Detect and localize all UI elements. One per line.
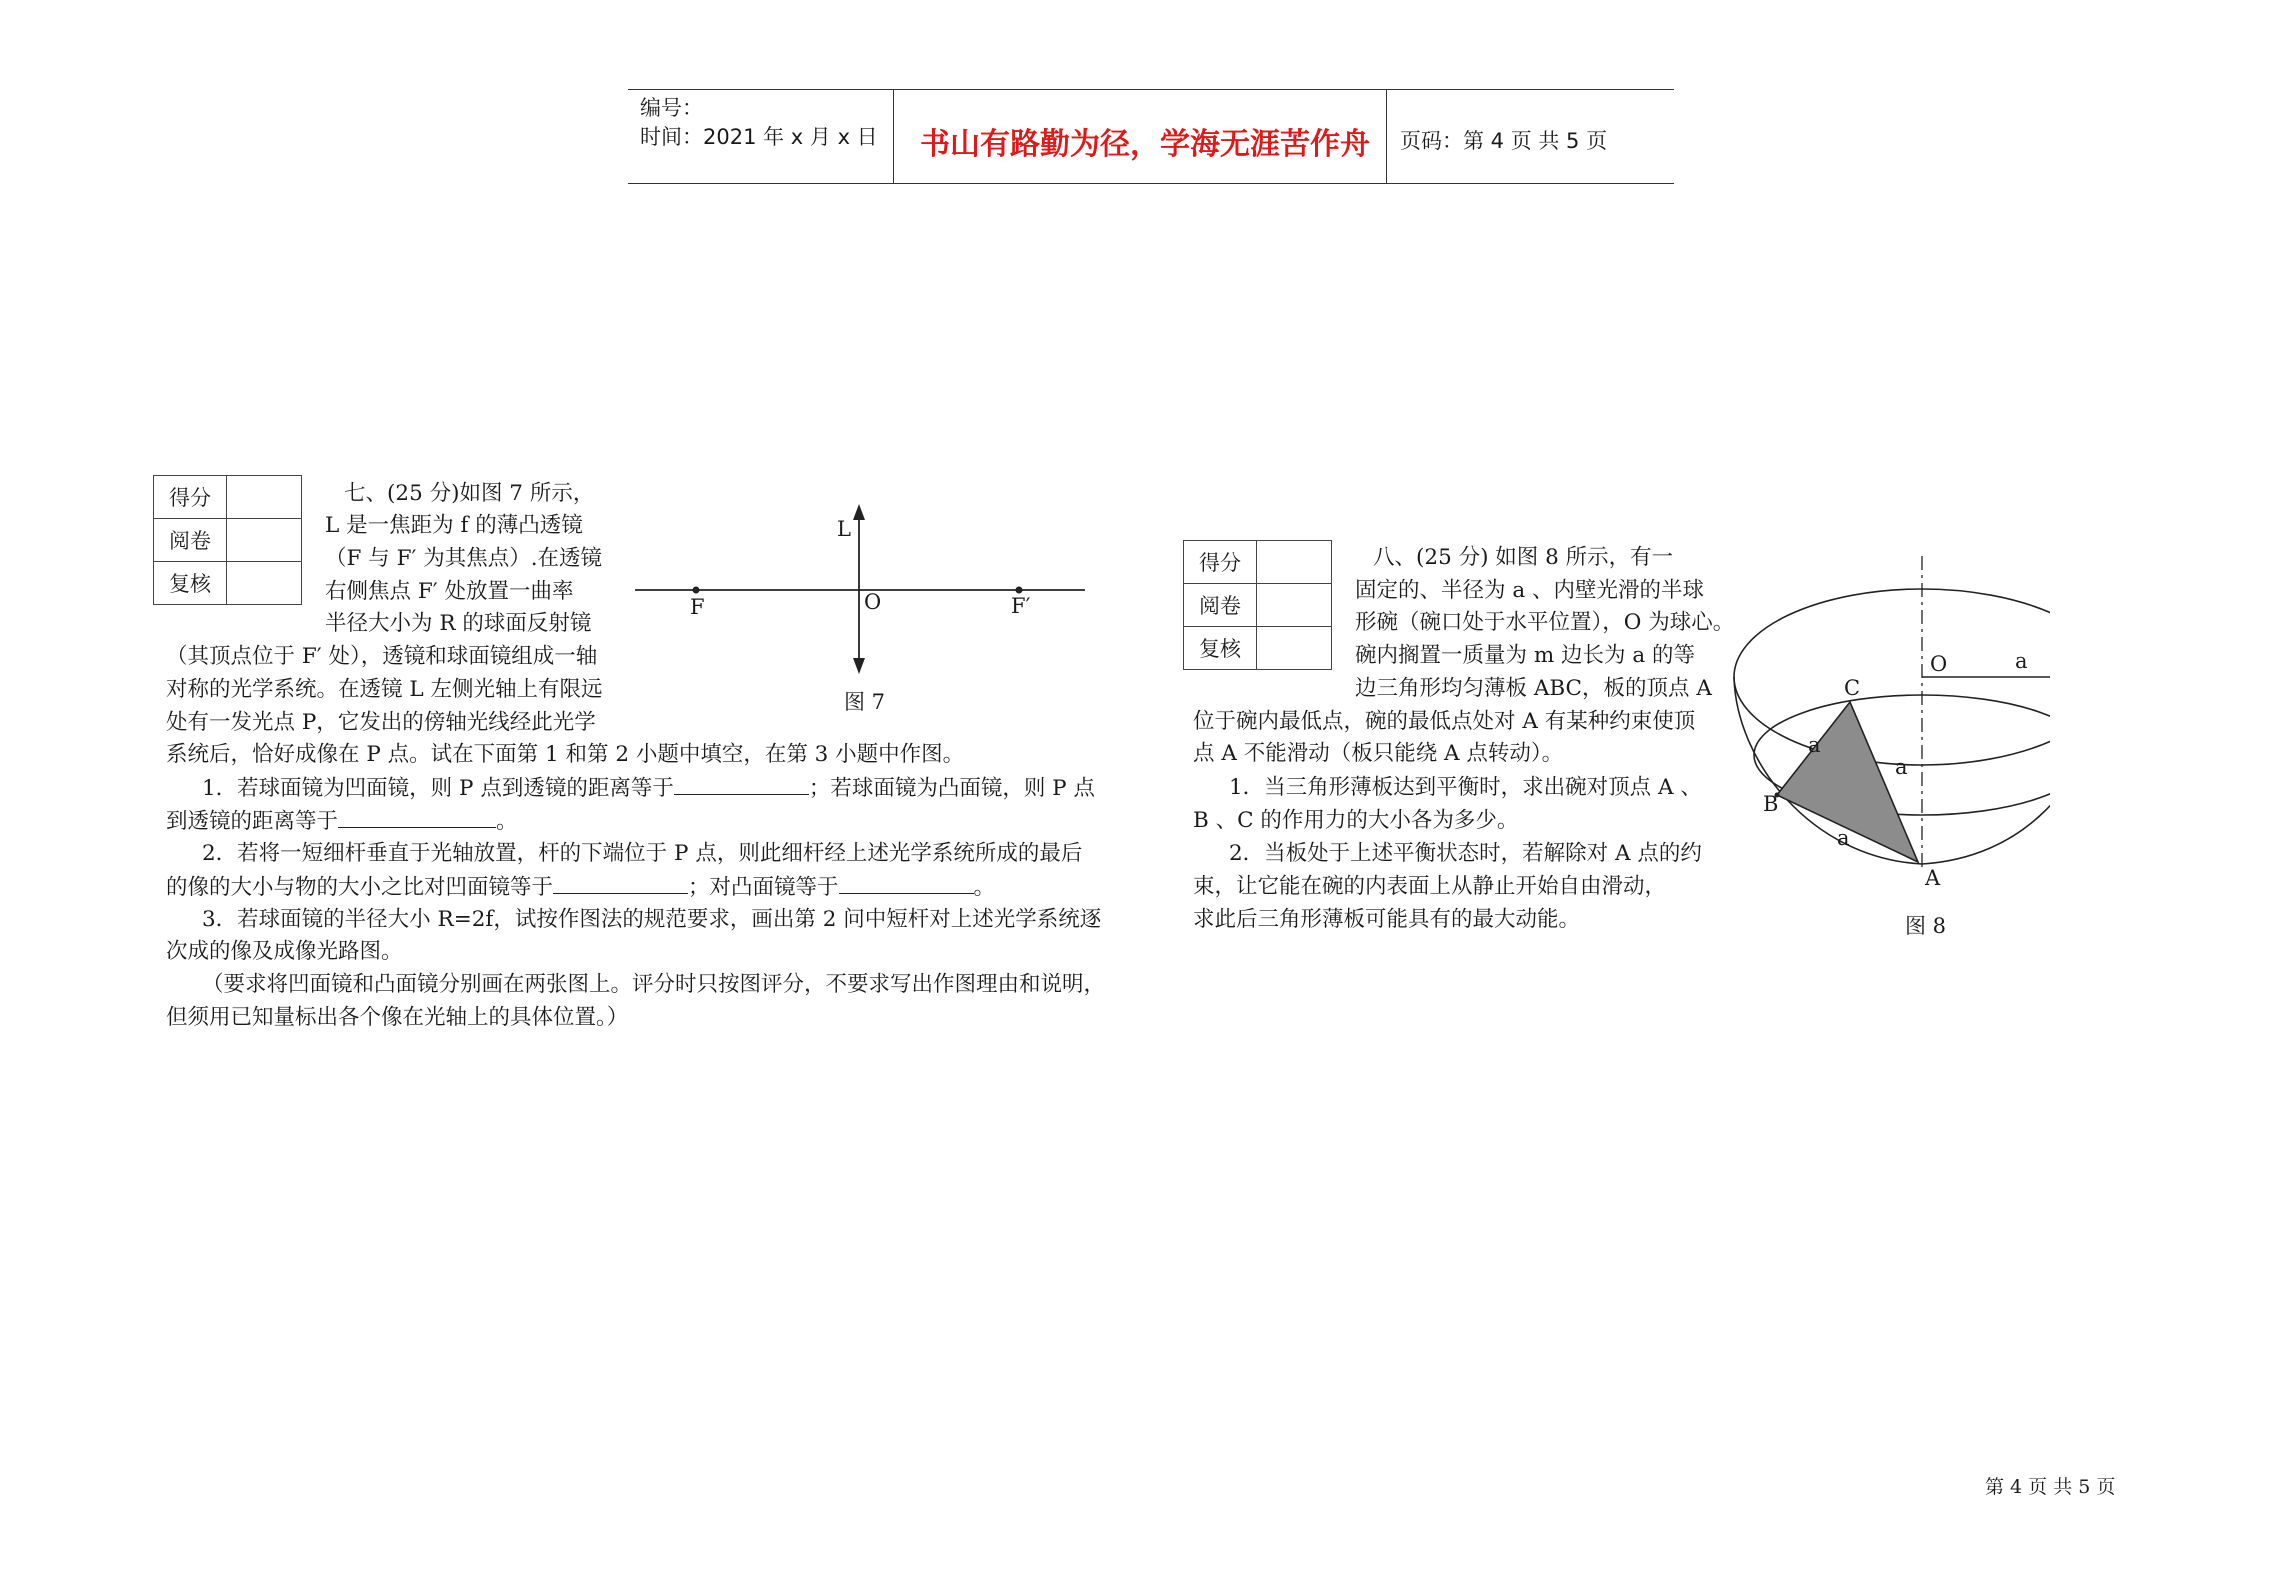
reviewer-cell xyxy=(227,562,302,605)
q8-sub2-line3: 求此后三角形薄板可能具有的最大动能。 xyxy=(1193,907,1581,932)
header-bottom-rule xyxy=(628,183,1674,184)
figure-8-bowl-diagram xyxy=(1720,550,2050,890)
q8-line-7: 点 A 不能滑动（板只能绕 A 点转动）。 xyxy=(1193,741,1564,766)
fig8-vertex-b-label: B xyxy=(1763,792,1779,816)
page-label: 页码：第 4 页 共 5 页 xyxy=(1400,129,1608,153)
score-cell xyxy=(1257,541,1332,584)
q7-sub1-text-c: 到透镜的距离等于 xyxy=(166,809,339,834)
q7-sub2-text-b: 的像的大小与物的大小之比对凹面镜等于 xyxy=(166,875,554,900)
q8-line-2: 固定的、半径为 a 、内壁光滑的半球 xyxy=(1355,578,1704,603)
marker-label: 阅卷 xyxy=(1184,584,1257,627)
lens-arrow-bottom xyxy=(853,658,865,674)
fig8-side-ca-label: a xyxy=(1808,733,1821,757)
q7-line-8: 处有一发光点 P，它发出的傍轴光线经此光学 xyxy=(166,710,596,735)
q8-line-4: 碗内搁置一质量为 m 边长为 a 的等 xyxy=(1355,643,1696,668)
reviewer-label: 复核 xyxy=(1184,627,1257,670)
marker-label: 阅卷 xyxy=(154,519,227,562)
q7-note-line1: （要求将凹面镜和凸面镜分别画在两张图上。评分时只按图评分，不要求写出作图理由和说明， xyxy=(202,972,1106,997)
q7-line-1: 七、(25 分)如图 7 所示， xyxy=(344,481,595,506)
q7-sub1-line1 xyxy=(202,772,1095,806)
reviewer-label: 复核 xyxy=(154,562,227,605)
marker-cell xyxy=(227,519,302,562)
q8-line-3: 形碗（碗口处于水平位置），O 为球心。 xyxy=(1355,610,1735,635)
q7-sub2-line1: 2．若将一短细杆垂直于光轴放置，杆的下端位于 P 点，则此细杆经上述光学系统所成的最后 xyxy=(202,841,1083,866)
fig7-center-label: O xyxy=(864,590,882,614)
score-cell xyxy=(227,476,302,519)
fig8-side-ab-label: a xyxy=(1837,826,1850,850)
fig8-center-label: O xyxy=(1930,652,1948,676)
fig7-focus-left-label: F xyxy=(690,595,705,619)
score-box-q8 xyxy=(1183,540,1332,670)
q7-sub1-line2 xyxy=(166,805,518,839)
score-label: 得分 xyxy=(1184,541,1257,584)
q7-sub1-blank-convex xyxy=(338,805,496,828)
fig8-caption: 图 8 xyxy=(1905,914,1947,938)
q7-sub3-line1: 3．若球面镜的半径大小 R=2f，试按作图法的规范要求，画出第 2 问中短杆对上述光学系统逐 xyxy=(202,907,1102,932)
q7-sub1-text-d: 。 xyxy=(496,809,518,834)
score-label: 得分 xyxy=(154,476,227,519)
focus-right-dot xyxy=(1016,587,1023,594)
q7-line-7: 对称的光学系统。在透镜 L 左侧光轴上有限远 xyxy=(166,677,603,702)
q7-sub1-text-a: 1．若球面镜为凹面镜，则 P 点到透镜的距离等于 xyxy=(202,776,674,801)
header-divider-left xyxy=(893,89,894,183)
q8-sub2-line1: 2．当板处于上述平衡状态时，若解除对 A 点的约 xyxy=(1229,841,1702,866)
q7-line-9: 系统后，恰好成像在 P 点。试在下面第 1 和第 2 小题中填空，在第 3 小题中作图。 xyxy=(166,742,965,767)
reviewer-cell xyxy=(1257,627,1332,670)
time-label: 时间：2021 年 x 月 x 日 xyxy=(640,125,878,149)
q8-sub2-line2: 束，让它能在碗的内表面上从静止开始自由滑动， xyxy=(1193,874,1667,899)
q7-note-line2: 但须用已知量标出各个像在光轴上的具体位置。） xyxy=(166,1005,629,1030)
q7-sub2-text-c: ；对凸面镜等于 xyxy=(688,875,839,900)
focus-left-dot xyxy=(693,587,700,594)
q8-sub1-line1: 1．当三角形薄板达到平衡时，求出碗对顶点 A 、 xyxy=(1229,775,1702,800)
fig7-focus-right-label: F′ xyxy=(1011,594,1031,618)
q8-sub1-line2: B 、C 的作用力的大小各为多少。 xyxy=(1193,808,1519,833)
score-box-q7 xyxy=(153,475,302,605)
marker-cell xyxy=(1257,584,1332,627)
fig8-radius-label: a xyxy=(2015,649,2028,673)
q7-sub2-text-d: 。 xyxy=(973,875,996,900)
serial-label: 编号： xyxy=(640,96,703,120)
fig8-vertex-a-label: A xyxy=(1925,866,1941,890)
q7-sub2-blank-convex xyxy=(839,871,974,894)
q7-sub2-line2 xyxy=(166,871,995,905)
q7-sub1-blank-concave xyxy=(674,772,809,795)
q8-line-6: 位于碗内最低点，碗的最低点处对 A 有某种约束使顶 xyxy=(1193,709,1696,734)
fig7-caption: 图 7 xyxy=(844,690,886,714)
fig8-side-bc-label: a xyxy=(1895,755,1908,779)
q7-line-2: L 是一焦距为 f 的薄凸透镜 xyxy=(325,513,583,538)
q7-line-5: 半径大小为 R 的球面反射镜 xyxy=(325,611,592,636)
q7-sub3-line2: 次成的像及成像光路图。 xyxy=(166,939,403,964)
lens-arrow-top xyxy=(853,504,865,520)
header-divider-right xyxy=(1386,89,1387,183)
q7-line-6: （其顶点位于 F′ 处），透镜和球面镜组成一轴 xyxy=(166,644,598,669)
q7-line-4: 右侧焦点 F′ 处放置一曲率 xyxy=(325,579,574,604)
footer-page-number: 第 4 页 共 5 页 xyxy=(1985,1476,2116,1498)
q7-sub2-blank-concave xyxy=(553,871,688,894)
q8-line-5: 边三角形均匀薄板 ABC，板的顶点 A xyxy=(1355,676,1712,701)
header-top-rule xyxy=(628,89,1674,90)
q7-sub1-text-b: ；若球面镜为凸面镜，则 P 点 xyxy=(808,776,1095,801)
q7-line-3: （F 与 F′ 为其焦点）.在透镜 xyxy=(325,546,603,571)
header-motto: 书山有路勤为径，学海无涯苦作舟 xyxy=(920,127,1370,162)
fig8-vertex-c-label: C xyxy=(1844,676,1861,700)
fig7-lens-label: L xyxy=(837,517,851,541)
q8-line-1: 八、(25 分) 如图 8 所示，有一 xyxy=(1373,545,1674,570)
